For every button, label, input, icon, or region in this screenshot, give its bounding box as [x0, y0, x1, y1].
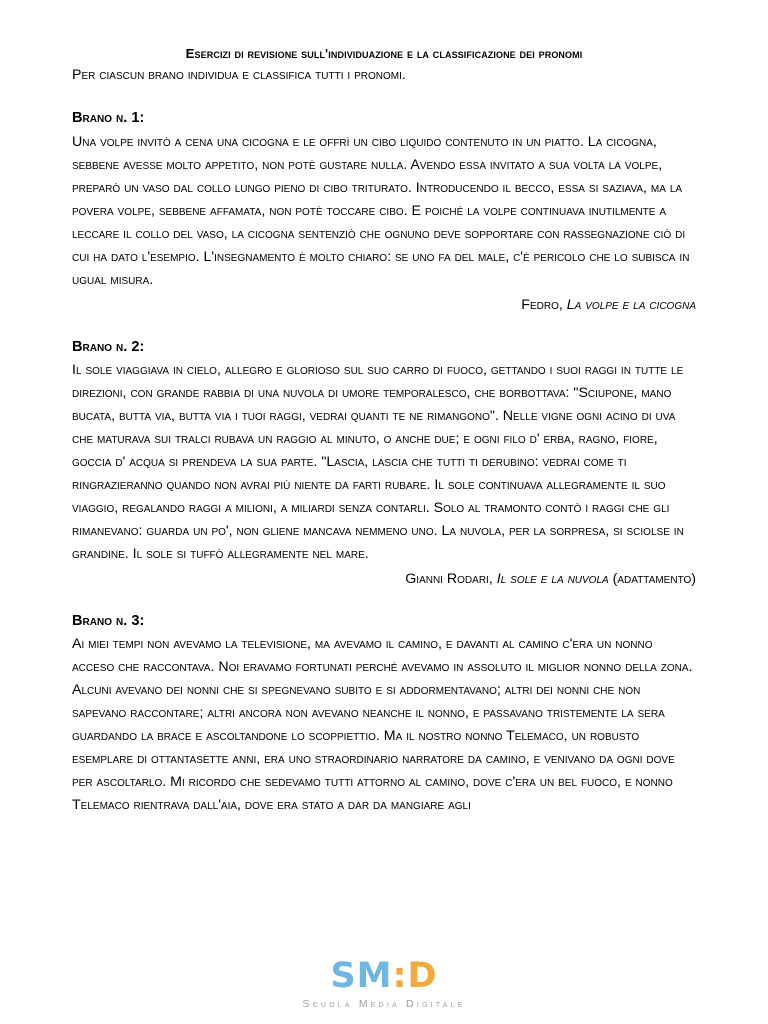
- attribution-work: Il sole e la nuvola: [496, 571, 609, 587]
- attribution-work: La volpe e la cicogna: [566, 296, 696, 313]
- brano-section-2: [72, 337, 696, 591]
- intro-paragraph: Per ciascun brano individua e classifica tutti i pronomi.: [72, 67, 406, 84]
- page-title: Esercizi di revisione sull'individuazione e la classificazione dei pronomi: [185, 46, 583, 61]
- logo-sm-text: SM: [330, 956, 393, 996]
- brano-heading: Brano n. 3:: [72, 612, 145, 629]
- brano-heading: Brano n. 1:: [72, 110, 145, 127]
- logo-d-text: D: [407, 956, 438, 996]
- brano-attribution: [72, 568, 696, 591]
- logo-colon: :: [392, 956, 408, 996]
- attribution-note: (adattamento): [612, 571, 696, 587]
- brano-text: Una volpe invitò a cena una cicogna e le offrì un cibo liquido contenuto in un piatto. La cicogna, sebbene avesse molto appetito, non potè gustare nulla. Avendo essa invitato a sua volta la volpe, preparò un vaso dal collo lungo pieno di cibo triturato. Introducendo il becco, essa si saziava, ma la povera volpe, sebbene affamata, non potè toccare cibo. E poiché la volpe continuava inutilmente a leccare il collo del vaso, la cicogna sentenziò che ognuno deve sopportare con rassegnazione ciò di cui ha dato l'esempio. L'insegnamento è molto chiaro: se uno fa del male, c'è pericolo che lo subisca in ugual misura.: [72, 133, 690, 288]
- brano-section-1: [72, 108, 696, 316]
- brano-text: Ai miei tempi non avevamo la televisione, ma avevamo il camino, e davanti al camino c'era un nonno acceso che raccontava. Noi eravamo fortunati perché avevamo in assoluto il miglior nonno della zona. Alcuni avevano dei nonni che si spegnevano subito e si addormentavano; altri dei nonni che non sapevano raccontare; altri ancora non avevano neanche il nonno, e passavano tristemente la sera guardando la brace e ascoltandone lo scoppiettio. Ma il nostro nonno Telemaco, un robusto esemplare di ottantasette anni, era uno straordinario narratore da camino, e venivano da ogni dove per ascoltarlo. Mi ricordo che sedevamo tutti attorno al camino, dove c'era un bel fuoco, e nonno Telemaco rientrava dall'aia, dove era stato a dar da mangiare agli: [72, 636, 693, 814]
- brano-text: Il sole viaggiava in cielo, allegro e glorioso sul suo carro di fuoco, gettando i suoi raggi in tutte le direzioni, con grande rabbia di una nuvola di umore temporalesco, che borbottava: "Sciupone, mano bucata, butta via, butta via i tuoi raggi, vedrai quanti te ne rimangono". Nelle vigne ogni acino di uva che maturava sui tralci rubava un raggio al minuto, o anche due; e ogni filo d' erba, ragno, fiore, goccia d' acqua si prendeva la sua parte. "Lascia, lascia che tutti ti derubino: vedrai come ti ringrazieranno quando non avrai più niente da farti rubare. Il sole continuava allegramente il suo viaggio, regalando raggi a milioni, a miliardi senza contarli. Solo al tramonto contò i raggi che gli rimanevano: guarda un po', non gliene mancava nemmeno uno. La nuvola, per la sorpresa, si sciolse in grandine. Il sole si tuffò allegramente nel mare.: [72, 362, 684, 562]
- logo-mark: [0, 956, 768, 996]
- attribution-author: Gianni Rodari,: [405, 571, 493, 587]
- brano-attribution: [72, 294, 696, 317]
- brano-section-3: [72, 611, 696, 817]
- logo-subtitle: Scuola Media Digitale: [302, 998, 466, 1010]
- footer-logo: [0, 956, 768, 1010]
- attribution-author: Fedro,: [521, 296, 563, 313]
- brano-heading: Brano n. 2:: [72, 338, 145, 355]
